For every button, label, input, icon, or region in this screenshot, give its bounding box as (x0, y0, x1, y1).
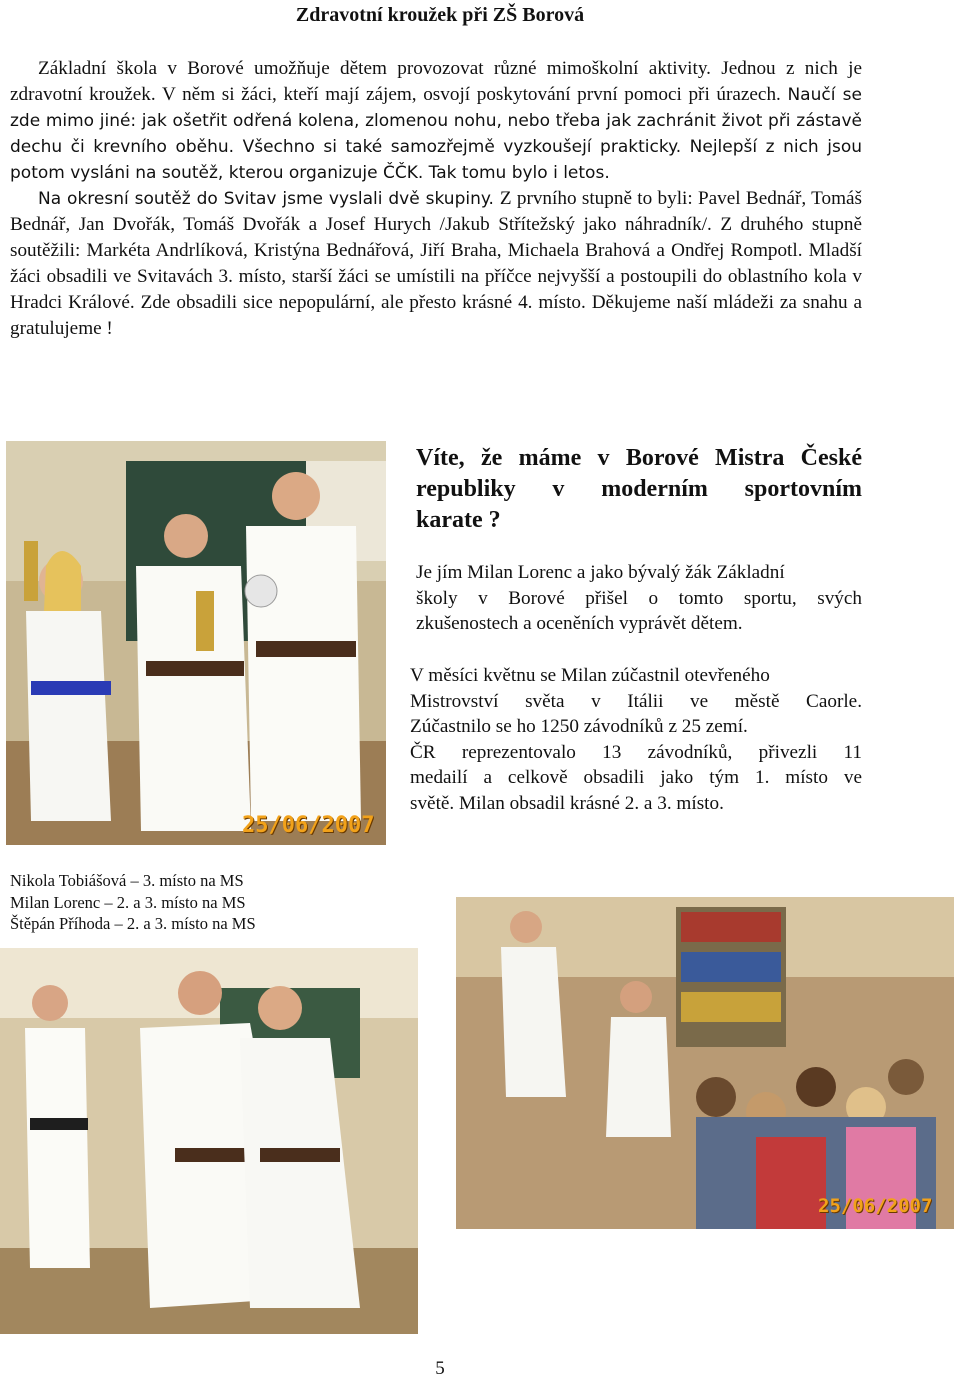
karate-p2-line-3: Zúčastnilo se ho 1250 závodníků z 25 zemí. (410, 716, 748, 737)
intro-paragraph-1 (10, 56, 862, 186)
karate-p2-line-4: ČR reprezentovalo 13 závodníků, přivezli 11 (410, 741, 862, 763)
karate-p1-line-2: školy v Borové přišel o tomto sportu, svých (416, 587, 862, 609)
intro-article (10, 56, 862, 342)
page-title: Zdravotní kroužek při ZŠ Borová (295, 4, 585, 26)
karate-paragraph-1 (416, 560, 862, 637)
karate-p2-line-6: světě. Milan obsadil krásné 2. a 3. místo. (410, 792, 724, 814)
karate-heading-line-1: Víte, že máme v Borové Mistra České (416, 445, 862, 471)
photo-date-stamp: 25/06/2007 (242, 813, 375, 838)
karate-p2-line-1: V měsíci květnu se Milan zúčastnil otevřeného (410, 665, 770, 686)
karate-heading-line-3: karate ? (416, 507, 501, 533)
photo-karate-medalists (6, 441, 386, 845)
photo-karate-demonstration (0, 948, 418, 1334)
medal-captions (10, 870, 256, 935)
intro-p2-part-c: Z druhého stupně soutěžili: Markéta Andrlíková, Kristýna Bednářová, Jiří Braha, Michaela Brahová a Ondřej Rompotl. Mladší žáci obsadili ve Svitavách 3. místo, starší žáci se umístili na příčce nejvyšší a postoupili do oblastního kola v Hradci Králové. Zde obsadili sice nepopulární, ale přesto krásné 4. místo. Děkujeme naší mládeži za snahu a gratulujeme ! (10, 214, 862, 339)
karate-p2-line-2: Mistrovství světa v Itálii ve městě Caorle. (410, 690, 862, 712)
photo-classroom-visit (456, 897, 954, 1229)
intro-p2-part-b: Z prvního stupně to byli: Pavel Bednář, Tomáš Bednář, Jan Dvořák, Tomáš Dvořák a Josef Hurych /Jakub Střítežský jako náhradník/. (10, 188, 862, 235)
intro-p2-part-a: Na okresní soutěž do Svitav jsme vyslali dvě skupiny. (38, 189, 500, 209)
caption-line-2: Milan Lorenc – 2. a 3. místo na MS (10, 892, 246, 912)
caption-line-1: Nikola Tobiášová – 3. místo na MS (10, 871, 244, 890)
page-number: 5 (435, 1358, 445, 1379)
karate-p1-line-3: zkušenostech a oceněních vyprávět dětem. (416, 613, 743, 634)
photo-date-stamp: 25/06/2007 (818, 1195, 933, 1217)
karate-heading-line-2: republiky v moderním sportovním (416, 476, 862, 502)
karate-p1-line-1: Je jím Milan Lorenc a jako bývalý žák Základní (416, 562, 785, 583)
intro-p1-part-a: Základní škola v Borové umožňuje dětem provozovat různé mimoškolní aktivity. Jednou z nich je zdravotní kroužek. V něm si žáci, kteří mají zájem, osvojí poskytování první pomoci při úrazech. (10, 58, 862, 105)
intro-paragraph-2 (10, 186, 862, 342)
karate-paragraph-2 (410, 663, 862, 816)
intro-p1-part-b: Naučí se zde mimo jiné: jak ošetřit odřená kolena, zlomenou nohu, nebo třeba jak zachránit život při zástavě dechu či krevního oběhu. Všechno si také samozřejmě vyzkoušejí prakticky. Nejlepší z nich jsou potom vysláni na soutěž, kterou organizuje ČČK. Tak tomu bylo i letos. (10, 85, 862, 183)
karate-p2-line-5: medailí a celkově obsadili jako tým 1. místo ve (410, 767, 862, 788)
caption-line-3: Štěpán Příhoda – 2. a 3. místo na MS (10, 914, 256, 933)
karate-heading (416, 443, 862, 536)
